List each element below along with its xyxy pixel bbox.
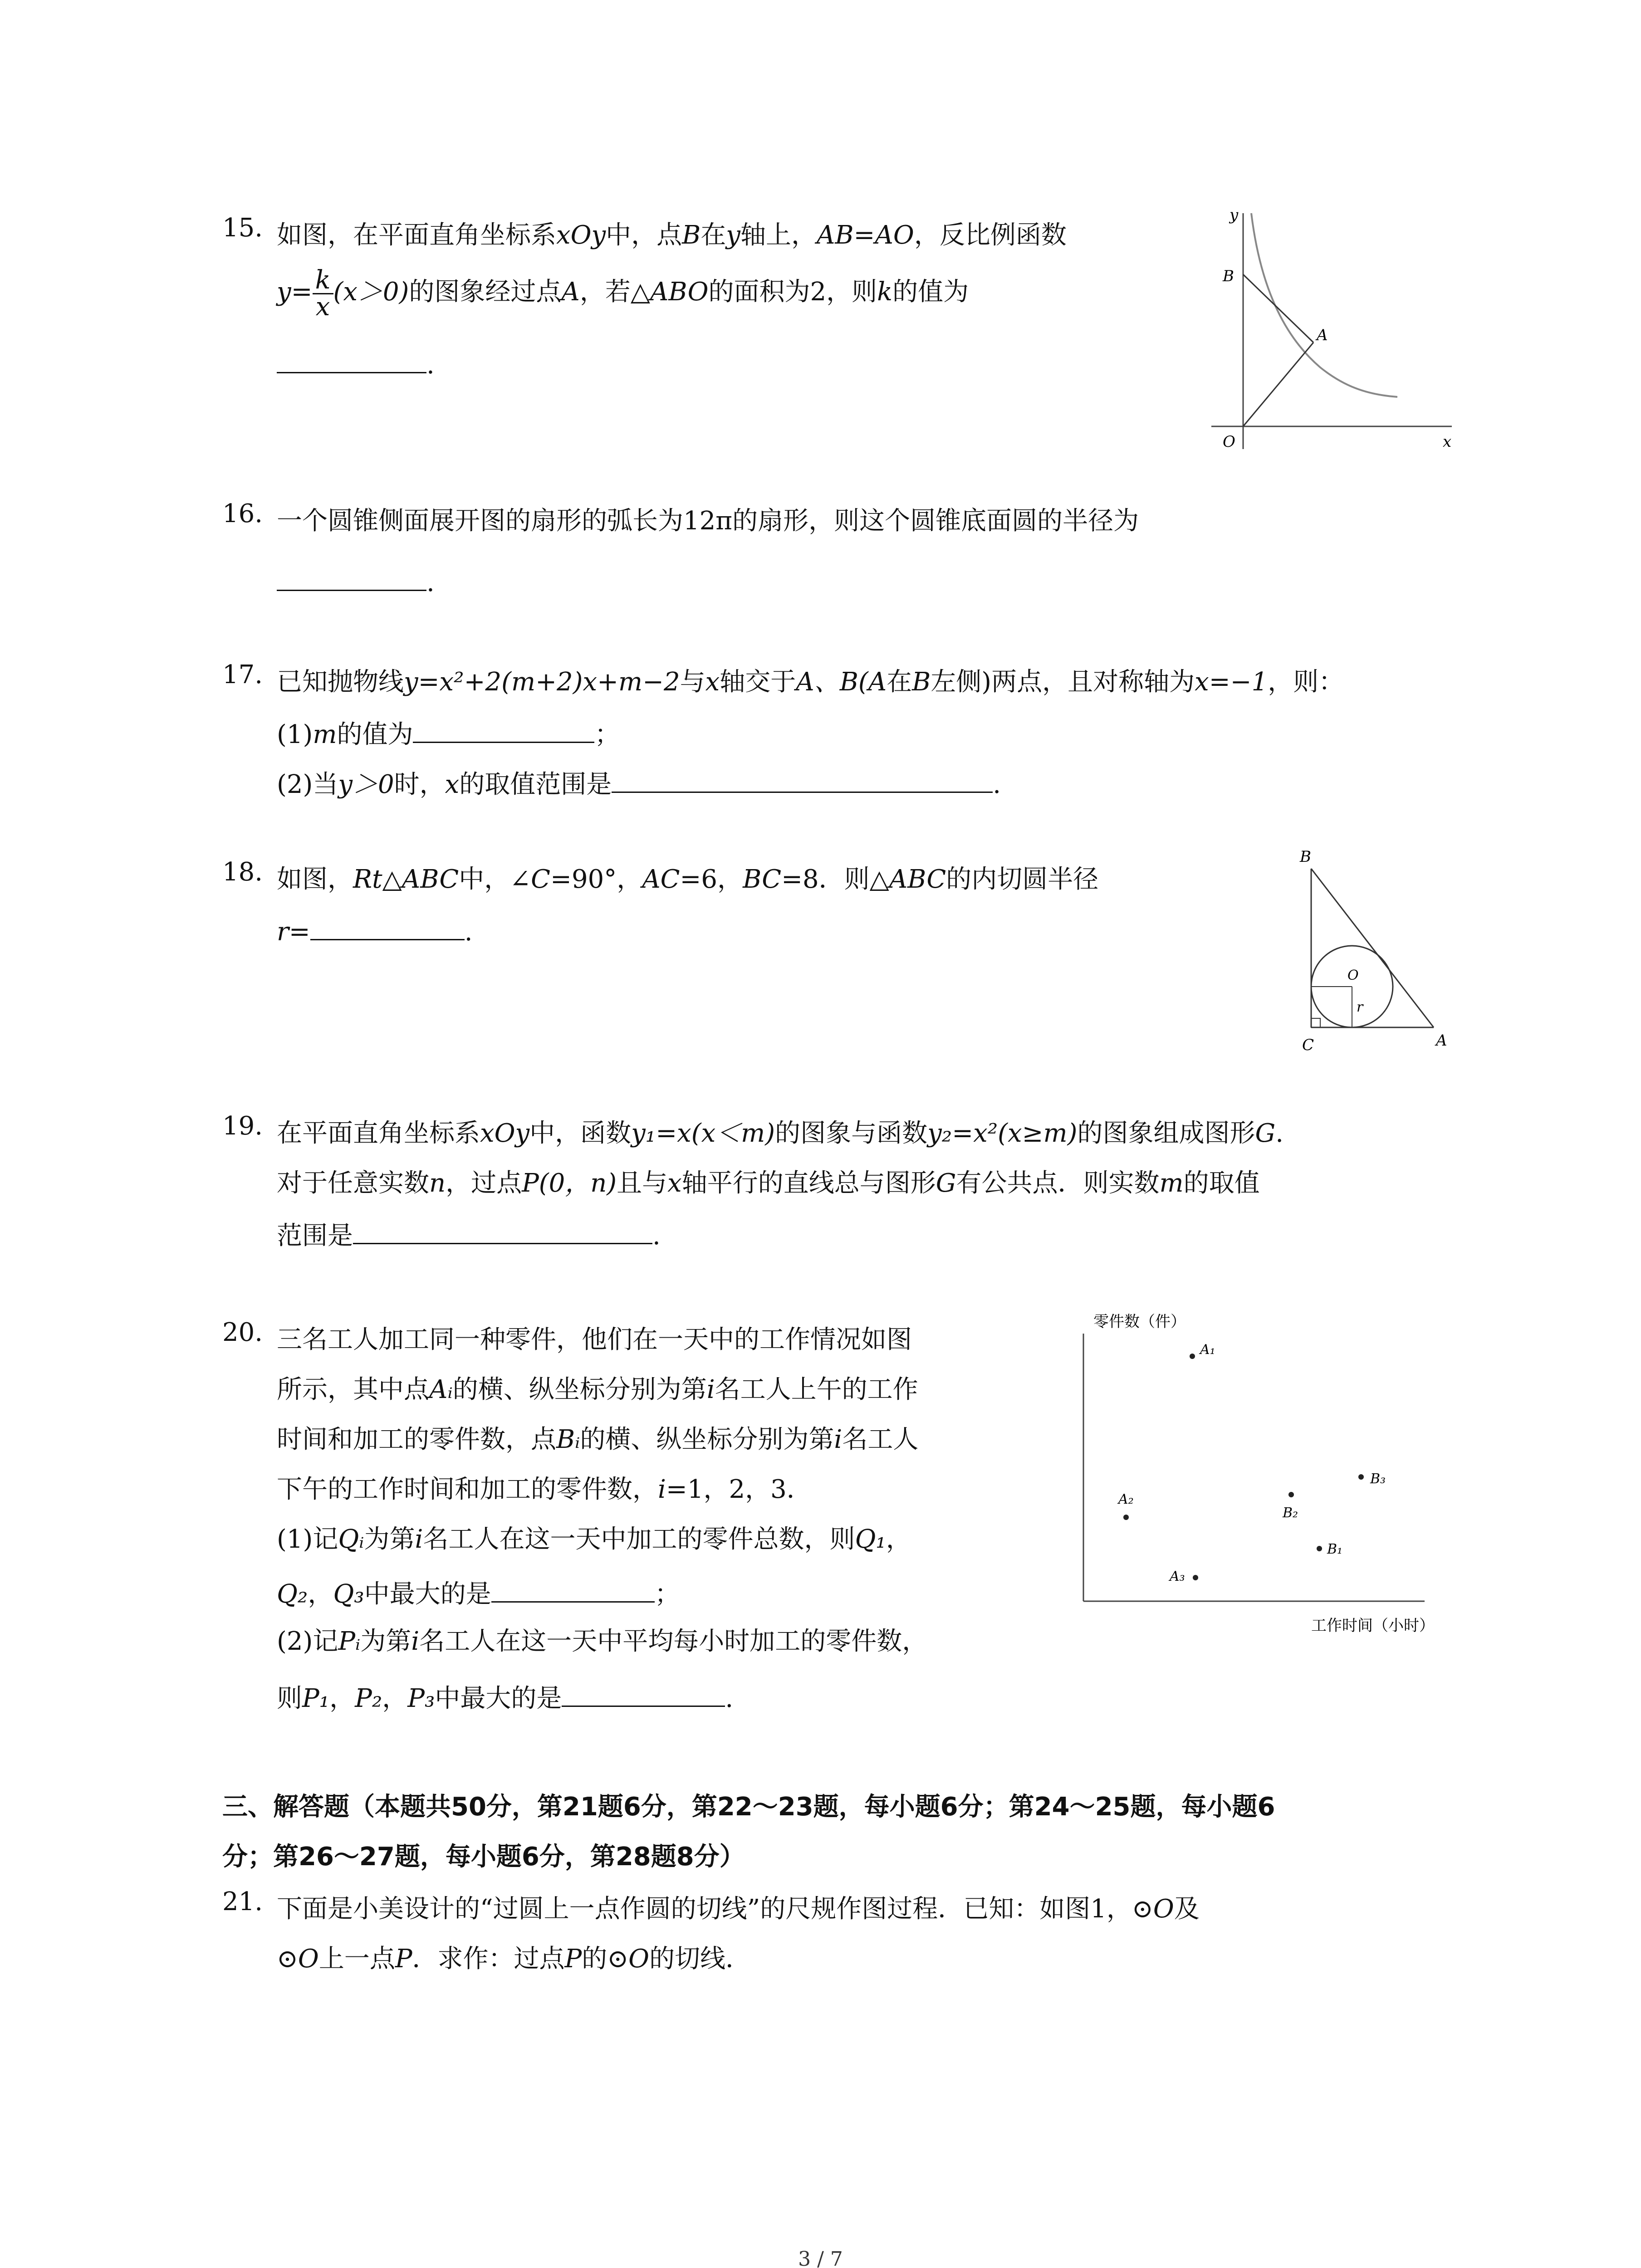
q20-line8: 则P₁，P₂，P₃中最大的是 . [277,1674,733,1721]
q17-sub2: (2)当y＞0时，x的取值范围是 . [277,760,1001,807]
point-a1 [1190,1354,1195,1359]
point-b2 [1288,1492,1294,1497]
q21-line2: ⊙O上一点P．求作：过点P的⊙O的切线． [277,1944,751,1974]
q20-line2: 所示，其中点Aᵢ的横、纵坐标分别为第i名工人上午的工作 [277,1375,918,1404]
q19-line2: 对于任意实数n，过点P(0，n)且与x轴平行的直线总与图形G有公共点．则实数m的取值 [277,1168,1260,1198]
q18-line2: r= . [277,907,473,954]
center-o-label: O [1347,968,1359,983]
segment-oa [1243,342,1313,426]
point-b3 [1358,1474,1364,1480]
point-a3 [1193,1575,1198,1580]
hyperbola-curve [1251,213,1397,397]
q20-line3: 时间和加工的零件数，点Bᵢ的横、纵坐标分别为第i名工人 [277,1425,919,1454]
q20-line6: Q₂，Q₃中最大的是 ； [277,1569,680,1617]
point-a-label: A [1317,326,1328,344]
section-3-heading-line2: 分；第26～27题，每小题6分，第28题8分） [222,1842,745,1872]
q16-answer-line: . [277,558,435,605]
point-b2-label: B₂ [1283,1505,1298,1521]
point-b1-label: B₁ [1327,1541,1343,1557]
answer-blank[interactable] [612,760,993,793]
x-axis-label: x [1443,433,1452,451]
q17-number: 17. [222,660,263,689]
point-b3-label: B₃ [1370,1471,1386,1487]
radius-r-label: r [1357,999,1363,1015]
q15-answer-line: . [277,340,435,387]
section-3-heading-line1: 三、解答题（本题共50分，第21题6分，第22～23题，每小题6分；第24～25题，每小题6 [222,1792,1275,1822]
q17-line1: 已知抛物线y=x²+2(m+2)x+m−2与x轴交于A、B(A在B左侧)两点，且对称轴为x=−1，则： [277,667,1344,697]
point-b1 [1317,1546,1322,1551]
q19-line1: 在平面直角坐标系xOy中，函数y₁=x(x＜m)的图象与函数y₂=x²(x≥m)的图象组成图形G. [277,1119,1283,1148]
page-number: 3 / 7 [798,2248,843,2268]
answer-blank[interactable] [413,710,594,743]
segment-ba [1243,274,1313,342]
point-a2 [1123,1515,1129,1520]
q20-line5: (1)记Qᵢ为第i名工人在这一天中加工的零件总数，则Q₁， [277,1525,911,1554]
q15-figure [1207,204,1461,458]
point-a3-label: A₃ [1170,1569,1185,1584]
side-ab [1311,869,1434,1027]
answer-blank[interactable] [353,1211,652,1244]
q16-line1: 一个圆锥侧面展开图的扇形的弧长为12π的扇形，则这个圆锥底面圆的半径为 [277,506,1139,536]
q20-number: 20. [222,1318,263,1347]
answer-blank[interactable] [562,1674,725,1707]
vertex-a-label: A [1436,1031,1447,1050]
point-a1-label: A₁ [1200,1342,1215,1358]
x-axis-label: 工作时间（小时） [1311,1617,1435,1635]
q15-number: 15. [222,213,263,243]
point-o-label: O [1223,433,1235,451]
q21-number: 21. [222,1887,263,1916]
right-angle-mark [1311,1018,1320,1027]
q20-scatter-figure [1080,1306,1470,1651]
q21-line1: 下面是小美设计的“过圆上一点作圆的切线”的尺规作图过程．已知：如图1，⊙O及 [277,1894,1200,1924]
q20-line4: 下午的工作时间和加工的零件数，i=1，2，3． [277,1475,812,1504]
q15-line1: 如图，在平面直角坐标系xOy中，点B在y轴上，AB=AO，反比例函数 [277,220,1067,250]
q20-line7: (2)记Pᵢ为第i名工人在这一天中平均每小时加工的零件数， [277,1627,928,1656]
q19-line3: 范围是 . [277,1211,661,1258]
answer-blank[interactable] [491,1569,655,1603]
q15-line2: y= $\frac{k}{x}$ (x＞0)的图象经过点A，若△ABO的面积为2，则k的值为 [277,265,969,322]
q18-number: 18. [222,857,263,887]
q17-sub1: (1)m的值为 ； [277,710,620,757]
q20-line1: 三名工人加工同一种零件，他们在一天中的工作情况如图 [277,1325,912,1354]
y-axis-label: y [1230,206,1239,224]
q18-figure [1284,844,1465,1061]
y-axis-label: 零件数（件） [1093,1313,1186,1331]
vertex-b-label: B [1300,848,1311,866]
answer-blank[interactable] [277,558,426,591]
answer-blank[interactable] [310,907,465,940]
answer-blank[interactable] [277,340,426,373]
vertex-c-label: C [1302,1036,1314,1054]
point-b-label: B [1223,267,1234,285]
q19-number: 19. [222,1111,263,1141]
q18-line1: 如图，Rt△ABC中，∠C=90°，AC=6，BC=8．则△ABC的内切圆半径 [277,865,1099,894]
point-a2-label: A₂ [1118,1491,1134,1507]
fraction-k-over-x: $\frac{k}{x}$ [313,268,333,320]
q16-number: 16. [222,499,263,528]
